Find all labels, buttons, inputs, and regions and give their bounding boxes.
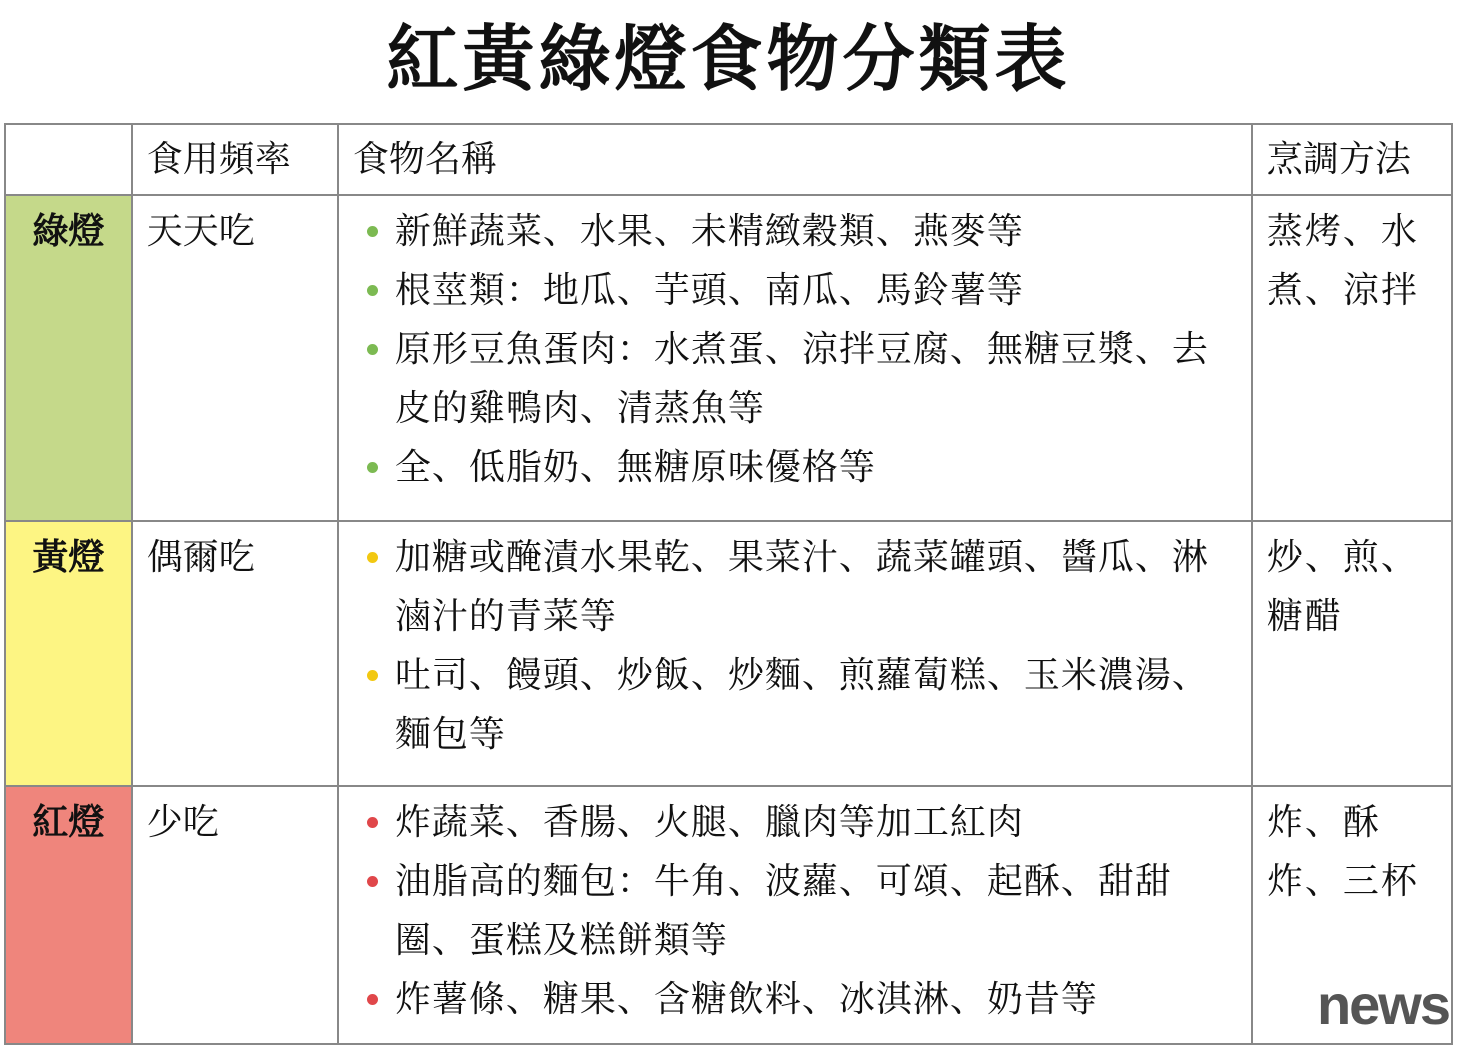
- news-watermark-logo: news: [1316, 973, 1449, 1036]
- food-item: [395, 646, 1237, 764]
- table-row-yellow: [5, 521, 1452, 786]
- bullet-dot-icon: [367, 462, 378, 473]
- food-item: [395, 438, 1237, 497]
- bullet-dot-icon: [367, 876, 378, 887]
- food-item-text: 吐司、饅頭、炒飯、炒麵、煎蘿蔔糕、玉米濃湯、麵包等: [394, 655, 1209, 755]
- food-item-text: 加糖或醃漬水果乾、果菜汁、蔬菜罐頭、醬瓜、淋滷汁的青菜等: [394, 537, 1209, 637]
- cooking-green: 蒸烤、水煮、涼拌: [1252, 195, 1452, 521]
- food-list-red: [339, 787, 1251, 1029]
- food-item-text: 新鮮蔬菜、水果、未精緻穀類、燕麥等: [394, 211, 1024, 252]
- frequency-green: 天天吃: [132, 195, 338, 521]
- food-item-text: 全、低脂奶、無糖原味優格等: [394, 447, 876, 488]
- page-title: 紅黃綠燈食物分類表: [386, 17, 1071, 101]
- bullet-dot-icon: [367, 552, 378, 563]
- header-cooking: 烹調方法: [1252, 124, 1452, 195]
- bullet-dot-icon: [367, 226, 378, 237]
- light-label-yellow: 黃燈: [5, 521, 132, 786]
- food-item: [395, 202, 1237, 261]
- frequency-yellow: 偶爾吃: [132, 521, 338, 786]
- bullet-dot-icon: [367, 670, 378, 681]
- bullet-dot-icon: [367, 344, 378, 355]
- table-row-green: [5, 195, 1452, 521]
- food-item-text: 炸蔬菜、香腸、火腿、臘肉等加工紅肉: [394, 802, 1024, 843]
- food-item: [395, 261, 1237, 320]
- food-item: [395, 970, 1237, 1029]
- header-frequency: 食用頻率: [132, 124, 338, 195]
- table-row-red: [5, 786, 1452, 1044]
- frequency-red: 少吃: [132, 786, 338, 1044]
- header-food: 食物名稱: [338, 124, 1252, 195]
- food-item: [395, 320, 1237, 438]
- cooking-red: 炸、酥炸、三杯: [1252, 786, 1452, 1044]
- bullet-dot-icon: [367, 285, 378, 296]
- food-item-text: 油脂高的麵包：牛角、波蘿、可頌、起酥、甜甜圈、蛋糕及糕餅類等: [394, 861, 1172, 961]
- food-item-text: 炸薯條、糖果、含糖飲料、冰淇淋、奶昔等: [394, 979, 1098, 1020]
- food-item: [395, 528, 1237, 646]
- food-item: [395, 793, 1237, 852]
- food-classification-table: [4, 123, 1453, 1045]
- food-list-green: [339, 196, 1251, 497]
- cooking-yellow: 炒、煎、糖醋: [1252, 521, 1452, 786]
- food-item: [395, 852, 1237, 970]
- header-light: [5, 124, 132, 195]
- food-cell-red: [338, 786, 1252, 1044]
- bullet-dot-icon: [367, 994, 378, 1005]
- food-cell-green: [338, 195, 1252, 521]
- food-cell-yellow: [338, 521, 1252, 786]
- table-header-row: [5, 124, 1452, 195]
- food-item-text: 根莖類：地瓜、芋頭、南瓜、馬鈴薯等: [394, 270, 1024, 311]
- food-list-yellow: [339, 522, 1251, 764]
- light-label-green: 綠燈: [5, 195, 132, 521]
- food-item-text: 原形豆魚蛋肉：水煮蛋、涼拌豆腐、無糖豆漿、去皮的雞鴨肉、清蒸魚等: [394, 329, 1209, 429]
- bullet-dot-icon: [367, 817, 378, 828]
- light-label-red: 紅燈: [5, 786, 132, 1044]
